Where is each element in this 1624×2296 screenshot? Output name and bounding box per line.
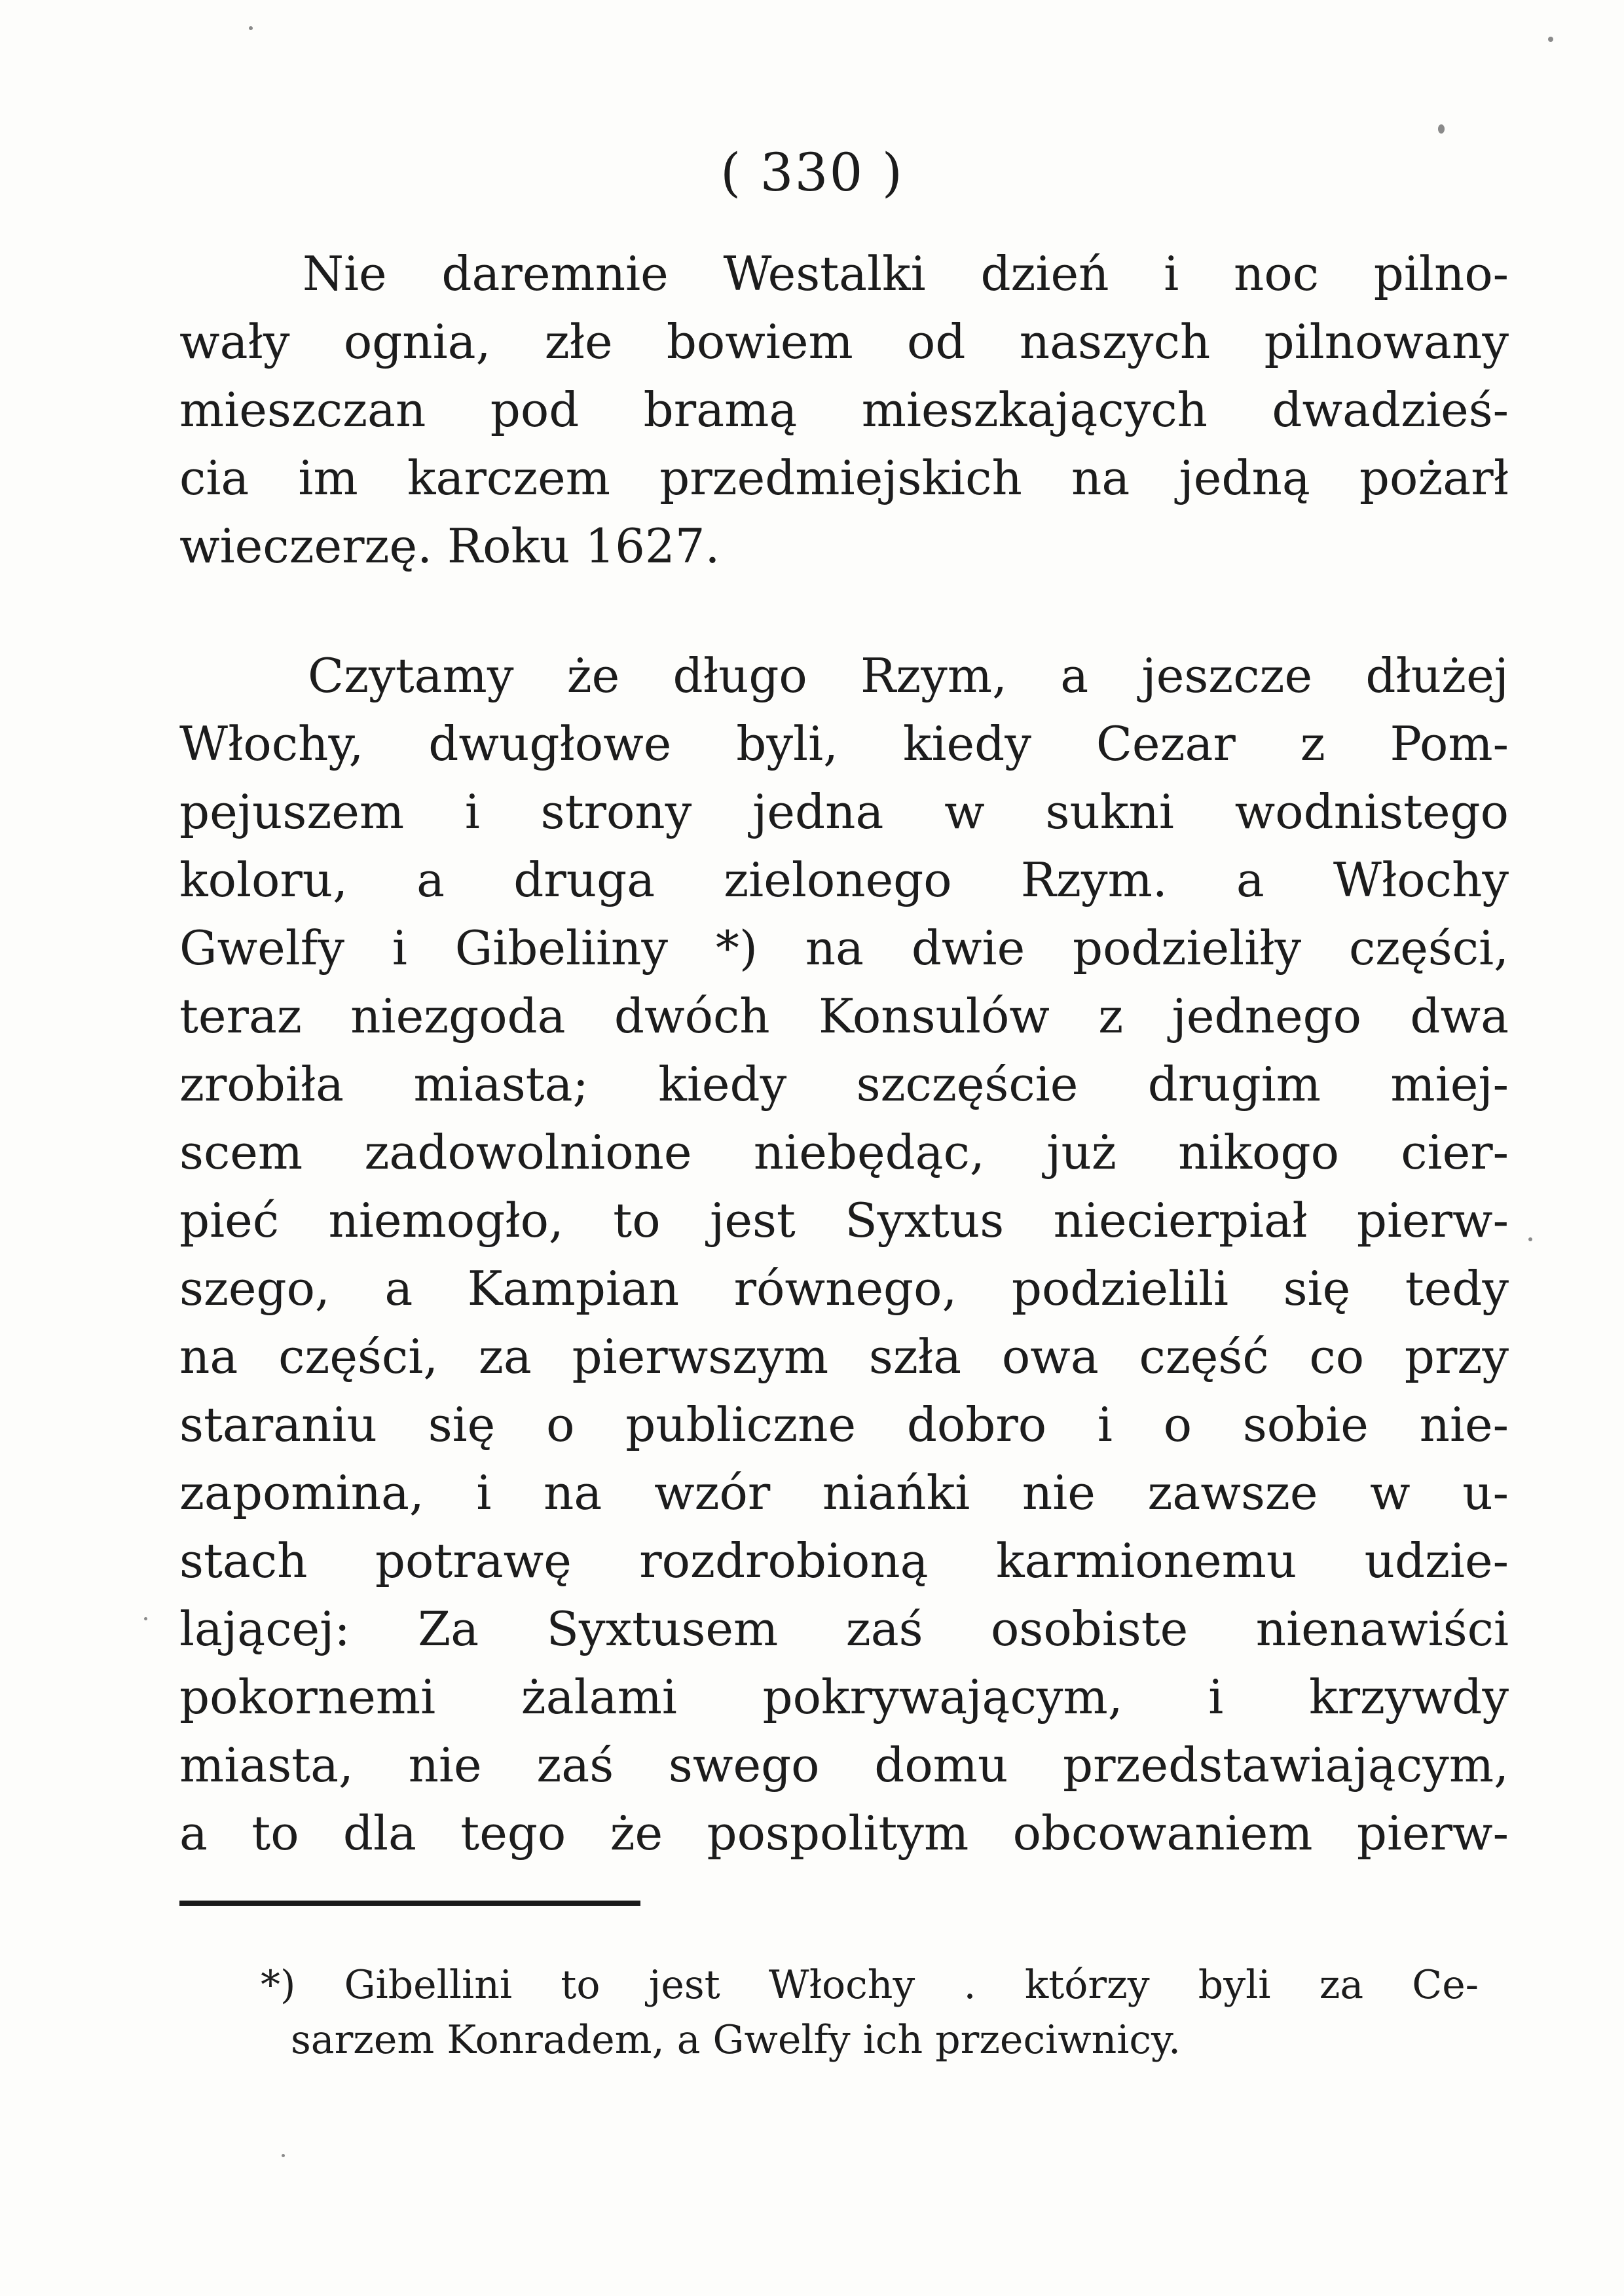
paragraph-2: [179, 642, 1509, 1867]
text-line: wieczerzę. Roku 1627.: [179, 519, 720, 574]
footnote-divider: [179, 1901, 640, 1906]
text-line: scem zadowolnione niebędąc, już nikogo cier-: [179, 1125, 1509, 1180]
text-line: lającej: Za Syxtusem zaś osobiste nienawiści: [179, 1601, 1509, 1656]
text-line: cia im karczem przedmiejskich na jedną pożarł: [179, 450, 1509, 505]
footnote: [261, 1958, 1479, 2068]
text-line: stach potrawę rozdrobioną karmionemu udzie-: [179, 1533, 1509, 1588]
scan-speck: [1548, 37, 1553, 42]
page-number: ( 330 ): [720, 142, 904, 203]
text-line: na części, za pierwszym szła owa część co przy: [179, 1329, 1509, 1384]
scan-speck: [144, 1617, 147, 1620]
text-line: koloru, a druga zielonego Rzym. a Włochy: [179, 852, 1509, 907]
text-line: miasta, nie zaś swego domu przedstawiającym,: [179, 1738, 1509, 1793]
text-line: zapomina, i na wzór niańki nie zawsze w u-: [179, 1465, 1509, 1520]
paragraph-1: [179, 240, 1509, 580]
text-line: szego, a Kampian równego, podzielili się tedy: [179, 1261, 1509, 1316]
text-line: pokornemi żalami pokrywającym, i krzywdy: [179, 1669, 1509, 1724]
scan-speck: [1528, 1237, 1532, 1241]
text-line: a to dla tego że pospolitym obcowaniem pierw-: [179, 1806, 1509, 1861]
text-line: pieć niemogło, to jest Syxtus niecierpiał pierw-: [179, 1193, 1509, 1248]
text-line: staraniu się o publiczne dobro i o sobie nie-: [179, 1397, 1509, 1452]
scan-speck: [249, 26, 253, 30]
scan-speck: [282, 2154, 285, 2157]
text-line: pejuszem i strony jedna w sukni wodnistego: [179, 784, 1509, 839]
text-line: wały ognia, złe bowiem od naszych pilnowany: [179, 314, 1509, 369]
text-line: mieszczan pod bramą mieszkających dwadzieś-: [179, 382, 1509, 437]
text-line: Włochy, dwugłowe byli, kiedy Cezar z Pom-: [179, 716, 1509, 771]
scan-speck: [1438, 124, 1445, 134]
footnote-line: *) Gibellini to jest Włochy . którzy byli za Ce-: [261, 1962, 1479, 2008]
text-line: teraz niezgoda dwóch Konsulów z jednego dwa: [179, 989, 1509, 1044]
text-line: Gwelfy i Gibeliiny *) na dwie podzieliły części,: [179, 920, 1509, 975]
text-line: Czytamy że długo Rzym, a jeszcze dłużej: [308, 648, 1509, 703]
text-line: zrobiła miasta; kiedy szczęście drugim miej-: [179, 1057, 1509, 1112]
footnote-line: sarzem Konradem, a Gwelfy ich przeciwnicy.: [291, 2017, 1181, 2063]
text-line: Nie daremnie Westalki dzień i noc pilno-: [303, 246, 1509, 301]
